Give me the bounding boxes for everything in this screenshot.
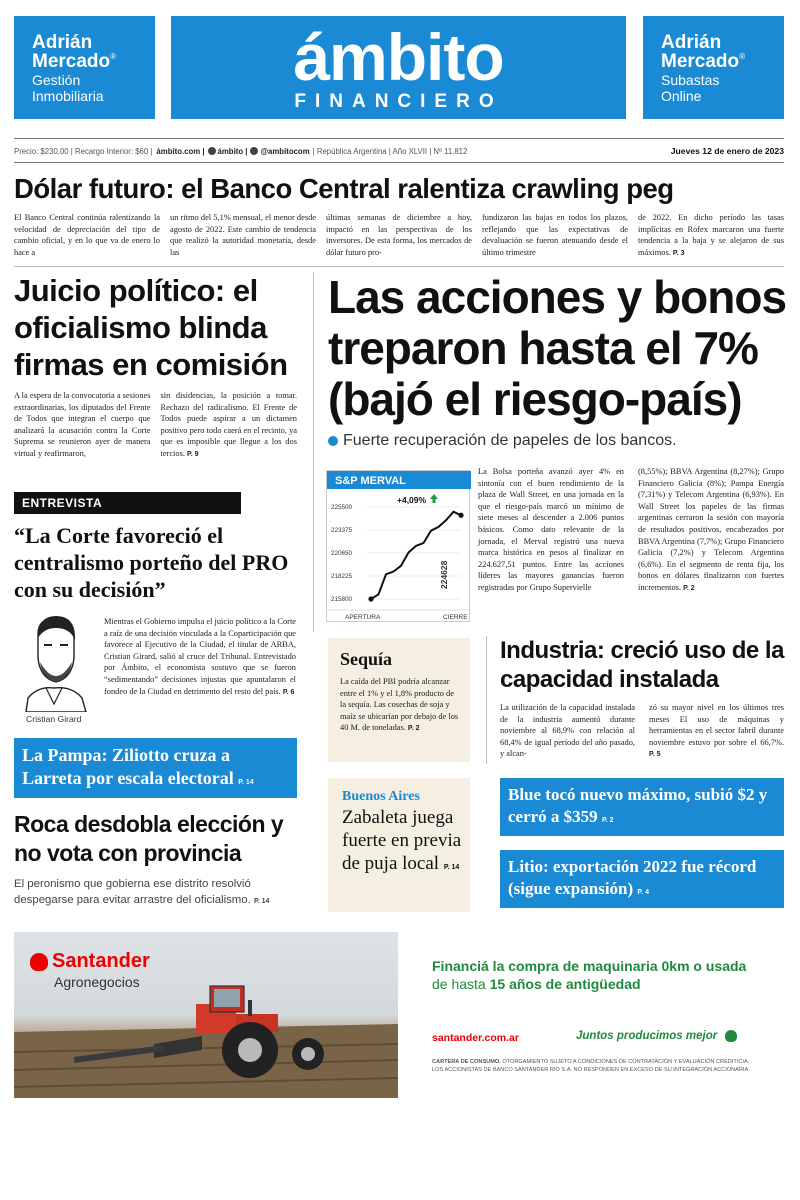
chart-point (368, 596, 373, 601)
page-ref: P. 5 (649, 751, 661, 759)
infobar-date: Jueves 12 de enero de 2023 (670, 146, 784, 156)
ad-copy-line1: Financiá la compra de maquinaria 0km o usada (432, 958, 747, 974)
right-ad-line2: Mercado (661, 51, 740, 72)
top-story-col: de 2022. En dicho período las tasas implícitas en Rofex marcaron una fuerte tendencia a la baja y se alejaron de sus máximos. P. 3 (638, 213, 784, 257)
logo-sub: FINANCIERO (294, 91, 503, 112)
chart-up-arrow (430, 494, 438, 503)
santander-brand-sub: Agronegocios (54, 974, 140, 990)
industria-col: La utilización de la capacidad instalada de la industria aumentó durante noviembre al 68,9% con relación al 68,4% de igual período del año pasado, y alcan- (500, 703, 635, 759)
entrevista-label: ENTREVISTA (14, 492, 241, 514)
page-ref: P. 2 (601, 817, 614, 824)
roca-headline[interactable]: Roca desdobla elección y no vota con provincia (14, 811, 284, 866)
top-story-body (14, 212, 784, 259)
sequia-box (328, 638, 470, 762)
right-ad-line3: Subastas (661, 72, 720, 88)
infobar-top-rule (14, 138, 784, 139)
registered-mark: ® (110, 52, 117, 61)
top-story-headline[interactable]: Dólar futuro: el Banco Central ralentiza crawling peg (14, 173, 674, 204)
acciones-col: (8,55%); BBVA Argentina (8,27%); Grupo Financiero Galicia (8%); Pampa Energía (7,31%) y Telecom Argentina (6,93%). En Wall Street los papeles de las firmas argentinas cerraron la sesión con mayoría de resultados positivos, encabezados por BBVA Argentina (7,7%); Grupo Financiero Galicia (7,2%) y Telecom Argentina (6,6%). En el segmento de renta fija, los bonos en dólares finalizaron con fuertes incrementos. P. 2 (638, 467, 784, 592)
chart-xlabel-start: APERTURA (345, 614, 381, 621)
infobar-meta: | República Argentina | Año XLVII | Nº 11.812 (312, 146, 468, 156)
registered-mark: ® (739, 52, 746, 61)
social-icon (208, 147, 216, 155)
merval-chart (326, 470, 470, 622)
blue-box[interactable] (500, 778, 784, 836)
infobar (14, 144, 784, 158)
santander-flame-icon (30, 953, 48, 971)
infobar-bottom-rule (14, 162, 784, 163)
top-story-col: El Banco Central continúa ralentizando la velocidad de depreciación del tipo de cambio oficial, y en lo que va de enero lo hace a (14, 213, 160, 257)
merval-chart-svg (327, 471, 471, 623)
page-ref: P. 14 (238, 779, 254, 786)
ad-legal: CARTERA DE CONSUMO. OTORGAMIENTO SUJETO A CONDICIONES DE CONTRATACIÓN Y EVALUACIÓN CREDITICIA. LOS ACCIONISTAS DE BANCO SANTANDER RÍO S.A. NO RESPONDEN EN EXCESO DE SU INTEGRACIÓN ACCIONARIA. (432, 1059, 750, 1073)
santander-ad-image[interactable] (14, 932, 398, 1098)
infobar-price: Precio: $230,00 | Recargo Interior: $60 | (14, 146, 153, 156)
industria-body (500, 702, 784, 761)
ad-copy-line2: de hasta 15 años de antigüedad (432, 976, 641, 992)
acciones-col: La Bolsa porteña avanzó ayer 4% en sintonía con el buen rendimiento de la plaza de Wall Street, en una jornada en la que el riesgo-país marcó un mínimo de siete meses al descender a 2.006 puntos básicos. Como dato relevante de la jornada, el Merval registró una nueva marca histórica en pesos al finalizar en 224.627,51 puntos. Entre las acciones líderes las mayores ganancias fueron registradas por Grupo Supervielle (478, 467, 624, 592)
pampa-box[interactable] (14, 738, 297, 798)
page-ref: P. 3 (672, 249, 685, 257)
column-rule (313, 272, 314, 632)
left-ad-line3: Gestión (32, 72, 81, 88)
left-ad-line1: Adrián (32, 32, 93, 53)
ad-url[interactable]: santander.com.ar (432, 1032, 519, 1044)
page-ref: P. 6 (282, 688, 295, 696)
zabaleta-kicker: Buenos Aires (342, 789, 420, 804)
entrevista-headline[interactable]: “La Corte favoreció el centralismo porteño del PRO con su decisión” (14, 523, 289, 602)
telegram-icon (250, 147, 258, 155)
litio-headline: Litio: exportación 2022 fue récord (sigue expansión) P. 4 (508, 857, 757, 898)
logo-main: ámbito (293, 20, 504, 94)
right-ad-line4: Online (661, 88, 702, 104)
juicio-body (14, 390, 297, 461)
left-ad-line2: Mercado (32, 51, 111, 72)
sequia-headline[interactable]: Sequía (340, 649, 393, 669)
industria-col: zó su mayor nivel en los últimos tres meses El uso de máquinas y herramientas en el sector fabril durante noviembre estuvo por sobre el 66,7%. P. 5 (649, 703, 784, 759)
juicio-col: A la espera de la convocatoria a sesiones extraordinarias, los diputados del Frente de Todos que integran el cuerpo que analizará la acusación contra la Corte Suprema se reunieron ayer de manera virtual y reafirmaron, (14, 391, 151, 458)
chart-ytick-label: 215800 (331, 596, 353, 603)
juicio-headline[interactable]: Juicio político: el oficialismo blinda firmas en comisión (14, 273, 288, 382)
zabaleta-box[interactable] (328, 778, 470, 912)
portrait-caption: Cristian Girard (26, 714, 82, 724)
chart-end-label: 224628 (439, 560, 449, 589)
industria-headline[interactable]: Industria: creció uso de la capacidad instalada (500, 637, 784, 693)
portrait-illustration (14, 612, 96, 712)
masthead-logo[interactable] (171, 16, 626, 119)
page-ref: P. 2 (407, 725, 420, 733)
top-story-col: fundizaron las bajas en todos los plazos, reflejando que las expectativas de devaluación se fueron atenuando desde el último trimestre (482, 213, 628, 257)
page-ref: P. 14 (253, 898, 270, 905)
top-story-col: un ritmo del 5,1% mensual, el menor desde agosto de 2022. Este cambio de tendencia que realizó la autoridad monetaria, desde las (170, 213, 316, 257)
roca-body: El peronismo que gobierna ese distrito resolvió despegarse para evitar arrastre del oficialismo. P. 14 (14, 878, 270, 906)
acciones-body (478, 466, 784, 595)
infobar-social2[interactable]: @ambitocom (260, 146, 310, 156)
zabaleta-headline: Zabaleta juega fuerte en previa de puja local P. 14 (342, 807, 462, 874)
page-ref: P. 4 (637, 889, 649, 896)
top-story-col: últimas semanas de diciembre a hoy, impactó en las perspectivas de los inversores. De esta forma, los mercados de dólar futuro pro- (326, 213, 472, 257)
page-ref: P. 14 (443, 864, 460, 871)
left-ad-box[interactable] (14, 16, 155, 119)
blue-headline: Blue tocó nuevo máximo, subió $2 y cerró a $359 P. 2 (508, 785, 768, 826)
infobar-site[interactable]: ámbito.com | (156, 146, 205, 156)
santander-flame-icon (725, 1030, 737, 1042)
chart-ytick-label: 220650 (331, 550, 353, 557)
juicio-col: sin disidencias, la posición a tomar. Rechazo del radicalismo. El Frente de Todos puede aspirar a un dictamen positivo pero todo caerá en el recinto, ya que es imposible que llegue a los dos tercios. P. 9 (160, 391, 297, 458)
acciones-headline[interactable]: Las acciones y bonos treparon hasta el 7% (bajó el riesgo-país) (328, 271, 787, 425)
chart-title: S&P MERVAL (335, 475, 406, 487)
chart-point (458, 513, 463, 518)
entrevista-body: Mientras el Gobierno impulsa el juicio político a la Corte a raíz de una decisión vinculada a la Coparticipación que favorece al Ejecutivo de la Ciudad, el titular de ARBA, Cristian Girard, salió al cruce del Tribunal. Entrevistado por Ámbito, el economista sostuvo que se fueron “sedimentando” decisiones injustas que apuntalaron el fondeo de la Ciudad en detrimento del resto del país. P. 6 (104, 617, 296, 696)
chart-ytick-label: 218225 (331, 573, 353, 580)
column-rule (486, 636, 487, 764)
chart-ytick-label: 223375 (331, 527, 353, 534)
pampa-headline: La Pampa: Ziliotto cruza a Larreta por escala electoral P. 14 (22, 745, 254, 788)
chart-badge: +4,09% (397, 495, 427, 505)
bullet-icon (328, 436, 338, 446)
santander-logo: Santander (30, 950, 150, 973)
left-ad-line4: Inmobiliaria (32, 88, 104, 104)
ad-tagline: Juntos producimos mejor (576, 1030, 737, 1042)
chart-xlabel-end: CIERRE (443, 614, 468, 621)
litio-box[interactable] (500, 850, 784, 908)
chart-ytick-label: 225500 (331, 504, 353, 511)
sequia-body: La caída del PBI podría alcanzar entre el 1% y el 1,8% producto de la sequía. Las cosechas de soja y maíz se ubicarían por debajo de los 40 M. de toneladas. P. 2 (340, 677, 459, 733)
page-ref: P. 2 (683, 584, 695, 592)
right-ad-box[interactable] (643, 16, 784, 119)
infobar-social1[interactable]: ámbito | (217, 146, 248, 156)
right-ad-line1: Adrián (661, 32, 722, 53)
page-ref: P. 9 (187, 450, 199, 458)
acciones-subheadline: Fuerte recuperación de papeles de los bancos. (328, 432, 788, 450)
section-rule (14, 266, 784, 267)
